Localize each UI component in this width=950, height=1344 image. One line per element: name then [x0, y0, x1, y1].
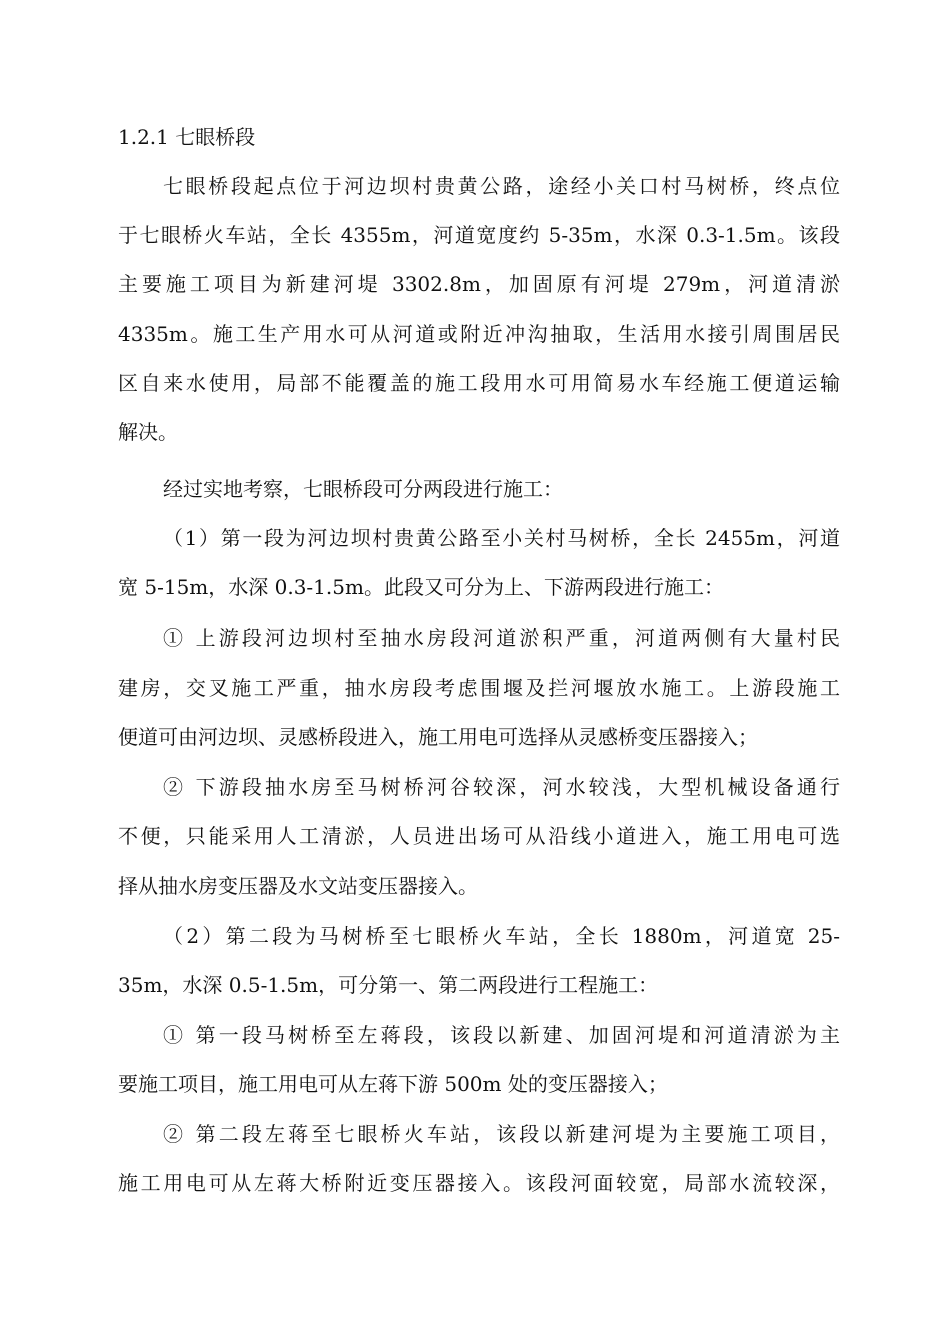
paragraph-3-line-1: （1）第一段为河边坝村贵黄公路至小关村马树桥，全长 2455m，河道 [163, 526, 840, 550]
paragraph-6-line-2: 35m，水深 0.5-1.5m，可分第一、第二两段进行工程施工： [118, 973, 659, 997]
paragraph-4-line-3: 便道可由河边坝、灵感桥段进入，施工用电可选择从灵感桥变压器接入； [118, 725, 758, 749]
paragraph-1-line-2: 于七眼桥火车站，全长 4355m，河道宽度约 5-35m，水深 0.3-1.5m。该段 [118, 223, 840, 247]
paragraph-1-line-3: 主要施工项目为新建河堤 3302.8m，加固原有河堤 279m，河道清淤 [118, 272, 840, 296]
paragraph-8-line-1: ② 第二段左蒋至七眼桥火车站，该段以新建河堤为主要施工项目， [163, 1122, 840, 1146]
paragraph-1-line-5: 区自来水使用，局部不能覆盖的施工段用水可用简易水车经施工便道运输 [118, 371, 840, 395]
paragraph-6-line-1: （2）第二段为马树桥至七眼桥火车站，全长 1880m，河道宽 25- [163, 924, 840, 948]
paragraph-5-line-3: 择从抽水房变压器及水文站变压器接入。 [118, 874, 478, 898]
paragraph-1-line-6: 解决。 [118, 420, 178, 444]
paragraph-4-line-2: 建房，交叉施工严重，抽水房段考虑围堰及拦河堰放水施工。上游段施工 [118, 676, 840, 700]
paragraph-1-line-4: 4335m。施工生产用水可从河道或附近冲沟抽取，生活用水接引周围居民 [118, 322, 840, 346]
paragraph-3-line-2: 宽 5-15m，水深 0.3-1.5m。此段又可分为上、下游两段进行施工： [118, 575, 724, 599]
paragraph-7-line-2: 要施工项目，施工用电可从左蒋下游 500m 处的变压器接入； [118, 1072, 668, 1096]
paragraph-8-line-2: 施工用电可从左蒋大桥附近变压器接入。该段河面较宽，局部水流较深， [118, 1171, 840, 1195]
section-heading: 1.2.1 七眼桥段 [118, 125, 256, 149]
paragraph-4-line-1: ① 上游段河边坝村至抽水房段河道淤积严重，河道两侧有大量村民 [163, 626, 840, 650]
paragraph-5-line-1: ② 下游段抽水房至马树桥河谷较深，河水较浅，大型机械设备通行 [163, 775, 840, 799]
paragraph-2-line-1: 经过实地考察，七眼桥段可分两段进行施工： [163, 477, 563, 501]
paragraph-5-line-2: 不便，只能采用人工清淤，人员进出场可从沿线小道进入，施工用电可选 [118, 824, 840, 848]
paragraph-7-line-1: ① 第一段马树桥至左蒋段，该段以新建、加固河堤和河道清淤为主 [163, 1023, 840, 1047]
paragraph-1-line-1: 七眼桥段起点位于河边坝村贵黄公路，途经小关口村马树桥，终点位 [163, 174, 840, 198]
